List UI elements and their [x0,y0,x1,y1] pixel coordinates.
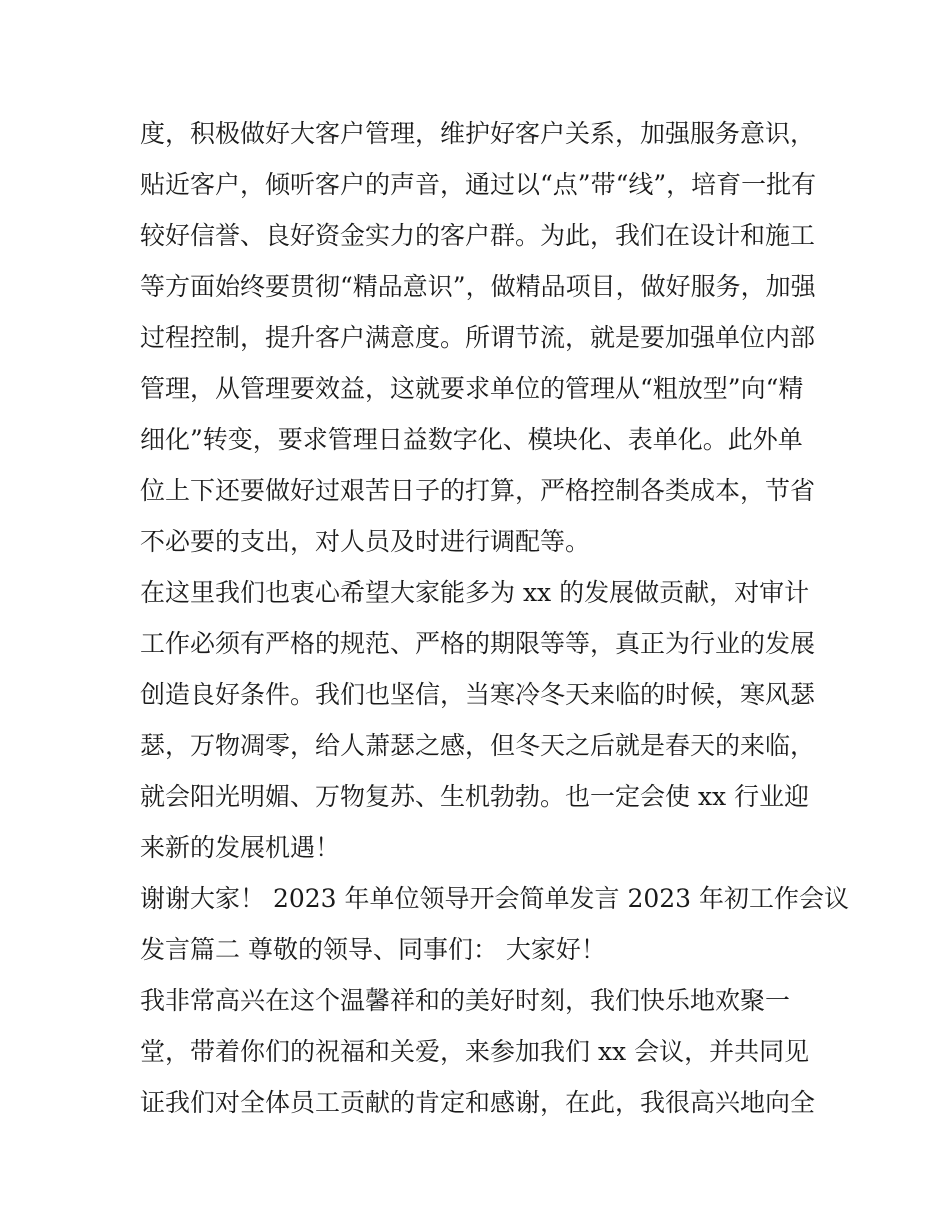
text-line: 过程控制，提升客户满意度。所谓节流，就是要加强单位内部 [140,323,816,352]
text-line: 来新的发展机遇！ [140,833,341,862]
text-line: 较好信誉、良好资金实力的客户群。为此，我们在设计和施工 [140,221,816,250]
text-line: 细化”转变，要求管理日益数字化、模块化、表单化。此外单 [140,425,803,454]
text-line: 创造良好条件。我们也坚信，当寒冷冬天来临的时候，寒风瑟 [140,680,816,709]
text-line: 工作必须有严格的规范、严格的期限等等，真正为行业的发展 [140,629,816,658]
text-line: 谢谢大家！ 2023 年单位领导开会简单发言 2023 年初工作会议 [140,884,850,913]
text-line: 贴近客户，倾听客户的声音，通过以“点”带“线”，培育一批有 [140,170,817,199]
text-line: 就会阳光明媚、万物复苏、生机勃勃。也一定会使 xx 行业迎 [140,782,810,811]
text-line: 堂，带着你们的祝福和关爱，来参加我们 xx 会议，并共同见 [140,1037,810,1066]
text-line: 瑟，万物凋零，给人萧瑟之感，但冬天之后就是春天的来临， [140,731,816,760]
document-body [140,108,850,1128]
text-line: 我非常高兴在这个温馨祥和的美好时刻，我们快乐地欢聚一 [140,986,791,1015]
text-line: 度，积极做好大客户管理，维护好客户关系，加强服务意识， [140,119,816,148]
text-line: 位上下还要做好过艰苦日子的打算，严格控制各类成本，节省 [140,476,816,505]
text-line: 证我们对全体员工贡献的肯定和感谢，在此，我很高兴地向全 [140,1088,816,1117]
text-line: 不必要的支出，对人员及时进行调配等。 [140,527,591,556]
text-line: 在这里我们也衷心希望大家能多为 xx 的发展做贡献，对审计 [140,578,810,607]
text-line: 管理，从管理要效益，这就要求单位的管理从“粗放型”向“精 [140,374,804,403]
text-line: 等方面始终要贯彻“精品意识”，做精品项目，做好服务，加强 [140,272,816,301]
text-line: 发言篇二 尊敬的领导、同事们： 大家好！ [140,935,606,964]
